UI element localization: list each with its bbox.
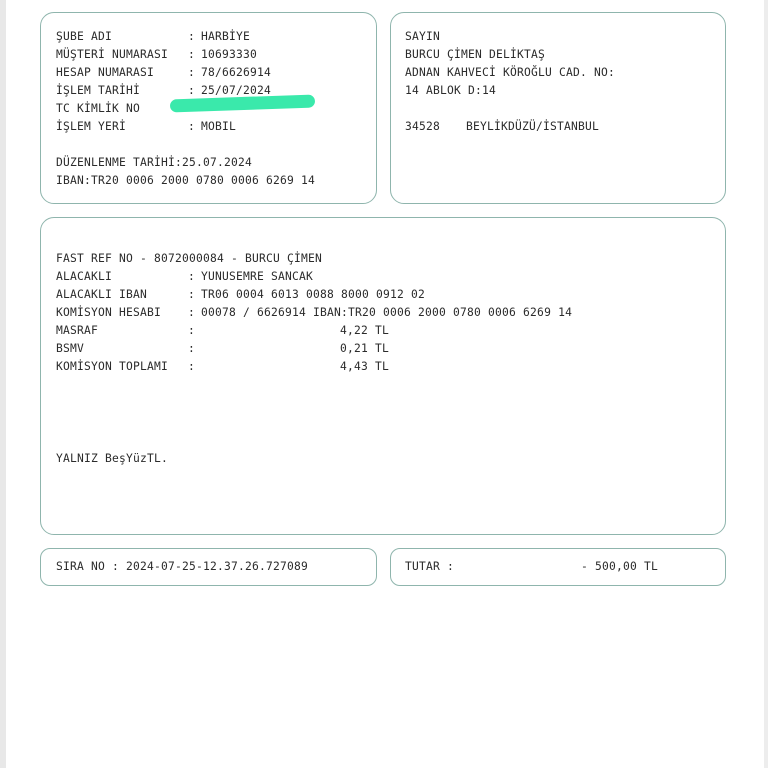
account-number-value: 78/6626914 bbox=[201, 66, 272, 79]
payee-iban-label: ALACAKLI IBAN bbox=[56, 288, 148, 301]
commission-account-value: 00078 / 6626914 IBAN:TR20 0006 2000 0780 0006 6269 14 bbox=[201, 306, 573, 319]
page-edge-left bbox=[0, 0, 6, 768]
total-commission-colon: : bbox=[188, 360, 196, 373]
transaction-date-value: 25/07/2024 bbox=[201, 84, 272, 97]
amount-label: TUTAR : bbox=[405, 560, 455, 573]
sequence-number: SIRA NO : 2024-07-25-12.37.26.727089 bbox=[56, 560, 309, 573]
expense-label: MASRAF bbox=[56, 324, 99, 337]
amount-value: - 500,00 TL bbox=[581, 560, 659, 573]
customer-number-label: MÜŞTERİ NUMARASI bbox=[56, 48, 169, 61]
customer-number-value: 10693330 bbox=[201, 48, 258, 61]
salutation: SAYIN bbox=[405, 30, 441, 43]
bsmv-label: BSMV bbox=[56, 342, 85, 355]
transaction-date-colon: : bbox=[188, 84, 196, 97]
page-edge-right bbox=[764, 0, 768, 768]
transaction-place-colon: : bbox=[188, 120, 196, 133]
customer-number-colon: : bbox=[188, 48, 196, 61]
sequence-number-box bbox=[40, 548, 377, 586]
bsmv-colon: : bbox=[188, 342, 196, 355]
total-commission-value: 4,43 TL bbox=[340, 360, 390, 373]
expense-colon: : bbox=[188, 324, 196, 337]
total-commission-label: KOMİSYON TOPLAMI bbox=[56, 360, 169, 373]
branch-name-value: HARBİYE bbox=[201, 30, 251, 43]
postal-code: 34528 bbox=[405, 120, 441, 133]
commission-account-colon: : bbox=[188, 306, 196, 319]
account-number-colon: : bbox=[188, 66, 196, 79]
payee-colon: : bbox=[188, 270, 196, 283]
transaction-place-value: MOBIL bbox=[201, 120, 237, 133]
amount-box bbox=[390, 548, 726, 586]
address-line-2: 14 ABLOK D:14 bbox=[405, 84, 497, 97]
commission-account-label: KOMİSYON HESABI bbox=[56, 306, 162, 319]
branch-name-label: ŞUBE ADI bbox=[56, 30, 113, 43]
bsmv-value: 0,21 TL bbox=[340, 342, 390, 355]
transaction-date-label: İŞLEM TARİHİ bbox=[56, 84, 141, 97]
recipient-address-box bbox=[390, 12, 726, 204]
address-line-1: ADNAN KAHVECİ KÖROĞLU CAD. NO: bbox=[405, 66, 616, 79]
city: BEYLİKDÜZÜ/İSTANBUL bbox=[466, 120, 600, 133]
tc-id-label: TC KİMLİK NO bbox=[56, 102, 141, 115]
branch-name-colon: : bbox=[188, 30, 196, 43]
account-iban: IBAN:TR20 0006 2000 0780 0006 6269 14 bbox=[56, 174, 316, 187]
recipient-name: BURCU ÇİMEN DELİKTAŞ bbox=[405, 48, 546, 61]
account-number-label: HESAP NUMARASI bbox=[56, 66, 155, 79]
payee-iban-value: TR06 0004 6013 0088 8000 0912 02 bbox=[201, 288, 426, 301]
issue-date: DÜZENLENME TARİHİ:25.07.2024 bbox=[56, 156, 253, 169]
payee-label: ALACAKLI bbox=[56, 270, 113, 283]
transaction-place-label: İŞLEM YERİ bbox=[56, 120, 127, 133]
payee-iban-colon: : bbox=[188, 288, 196, 301]
amount-in-words: YALNIZ BeşYüzTL. bbox=[56, 452, 169, 465]
payee-value: YUNUSEMRE SANCAK bbox=[201, 270, 314, 283]
transaction-details-box bbox=[40, 217, 726, 535]
expense-value: 4,22 TL bbox=[340, 324, 390, 337]
fast-reference: FAST REF NO - 8072000084 - BURCU ÇİMEN bbox=[56, 252, 323, 265]
